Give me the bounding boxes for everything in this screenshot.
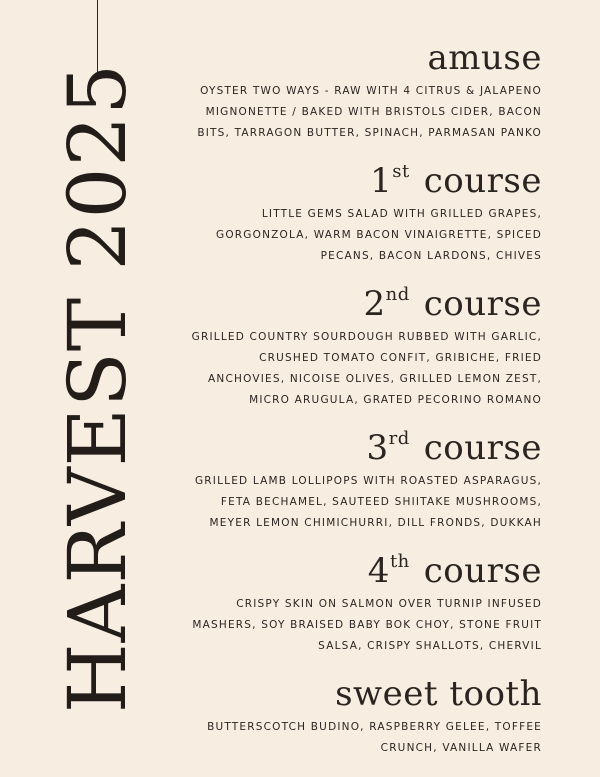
course-heading: [182, 161, 542, 201]
course-description: GRILLED LAMB LOLLIPOPS WITH ROASTED ASPARAGUS, FETA BECHAMEL, SAUTEED SHIITAKE MUSHROOMS, MEYER LEMON CHIMICHURRI, DILL FRONDS, DUKKAH: [194, 475, 542, 529]
course-description: GRILLED COUNTRY SOURDOUGH RUBBED WITH GARLIC, CRUSHED TOMATO CONFIT, GRIBICHE, FRIED ANCHOVIES, NICOISE OLIVES, GRILLED LEMON ZEST, MICRO ARUGULA, GRATED PECORINO ROMANO: [191, 331, 542, 406]
course-section-2nd: [182, 284, 542, 411]
course-heading: [182, 284, 542, 324]
course-number: 4: [367, 551, 390, 591]
menu-list: [182, 38, 542, 776]
course-heading: [182, 428, 542, 468]
course-description: LITTLE GEMS SALAD WITH GRILLED GRAPES, GORGONZOLA, WARM BACON VINAIGRETTE, SPICED PECANS, BACON LARDONS, CHIVES: [215, 208, 542, 262]
course-number: 2: [363, 284, 386, 324]
course-description: CRISPY SKIN ON SALMON OVER TURNIP INFUSED MASHERS, SOY BRAISED BABY BOK CHOY, STONE FRUIT SALSA, CRISPY SHALLOTS, CHERVIL: [192, 598, 542, 652]
course-description: OYSTER TWO WAYS - RAW WITH 4 CITRUS & JALAPENO MIGNONETTE / BAKED WITH BRISTOLS CIDER, BACON BITS, TARRAGON BUTTER, SPINACH, PARMASAN PANKO: [197, 85, 542, 139]
course-description: BUTTERSCOTCH BUDINO, RASPBERRY GELEE, TOFFEE CRUNCH, VANILLA WAFER: [207, 721, 542, 754]
course-ordinal-suffix: rd: [388, 428, 410, 449]
course-section-amuse: [182, 38, 542, 144]
course-heading: [182, 551, 542, 591]
course-section-4th: [182, 551, 542, 657]
course-number: 3: [366, 428, 389, 468]
course-name: amuse: [427, 38, 542, 78]
course-name: sweet tooth: [335, 674, 542, 714]
course-section-1st: [182, 161, 542, 267]
course-ordinal-suffix: st: [392, 161, 410, 182]
menu-title: HARVEST 2025: [51, 62, 144, 714]
course-name: course: [423, 551, 542, 591]
course-ordinal-suffix: th: [389, 551, 410, 572]
course-heading: [182, 674, 542, 714]
course-heading: [182, 38, 542, 78]
course-ordinal-suffix: nd: [385, 284, 410, 305]
course-name: course: [423, 428, 542, 468]
course-number: 1: [370, 161, 393, 201]
course-name: course: [423, 161, 542, 201]
course-section-sweet-tooth: [182, 674, 542, 759]
course-section-3rd: [182, 428, 542, 534]
course-name: course: [423, 284, 542, 324]
